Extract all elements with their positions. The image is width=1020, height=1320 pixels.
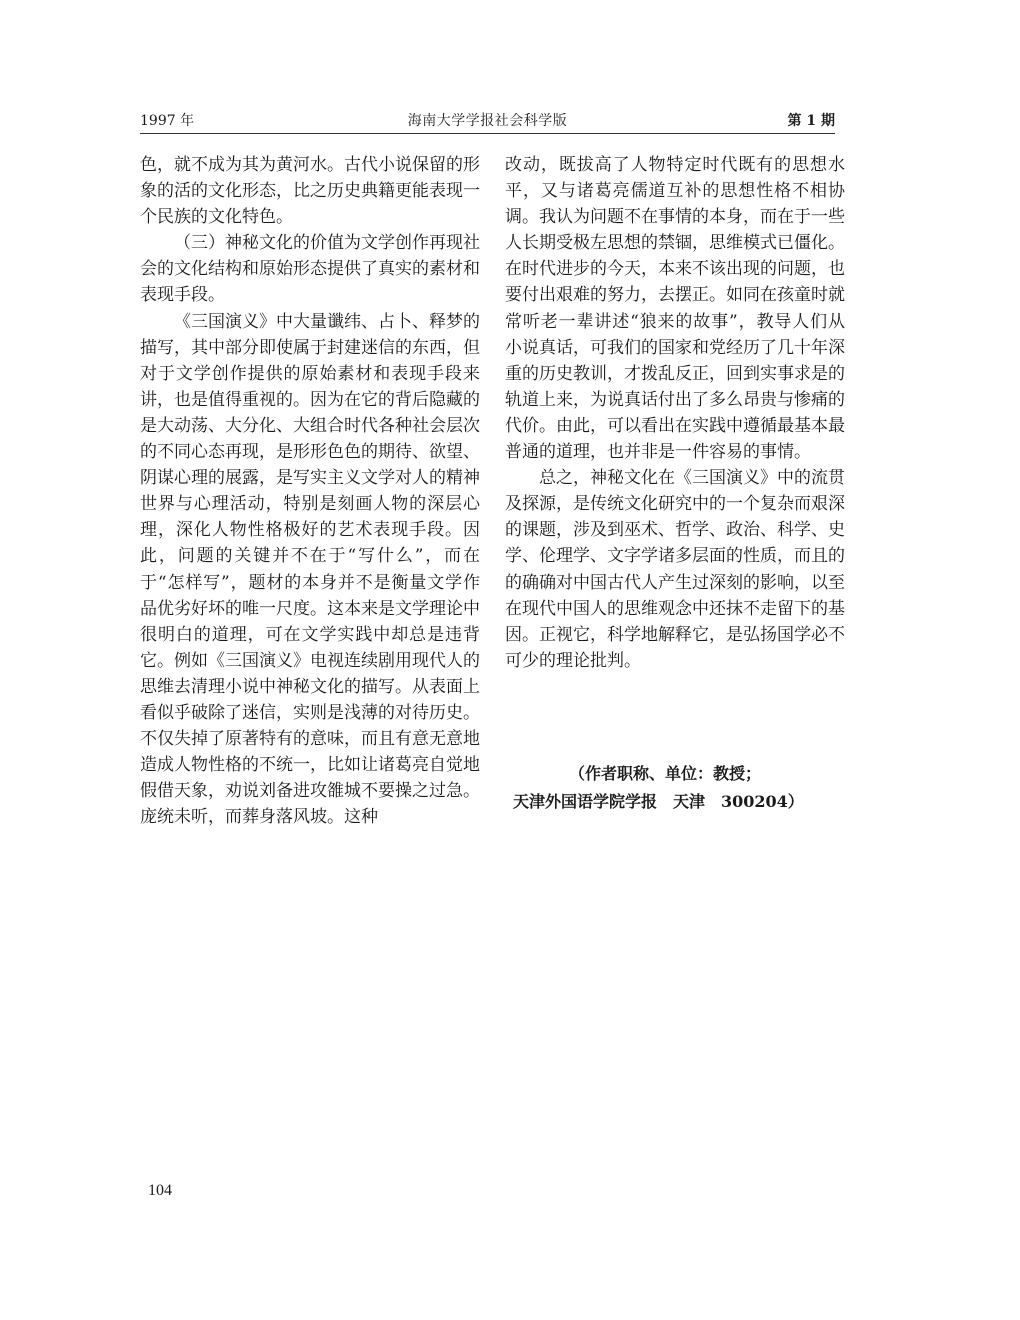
- page-number: 104: [148, 1182, 172, 1199]
- paragraph: 《三国演义》中大量谶纬、占卜、释梦的描写，其中部分即使属于封建迷信的东西，但对于文学创作提供的原始素材和表现手段来讲，也是值得重视的。因为在它的背后隐藏的是大动荡、大分化、大组合时代各种社会层次的不同心态再现，是形形色色的期待、欲望、阴谋心理的展露，是写实主义文学对人的精神世界与心理活动，特别是刻画人物的深层心理，深化人物性格极好的艺术表现手段。因此，问题的关键并不在于“写什么”，而在于“怎样写”，题材的本身并不是衡量文学作品优劣好坏的唯一尺度。这本来是文学理论中很明白的道理，可在文学实践中却总是违背它。例如《三国演义》电视连续剧用现代人的思维去清理小说中神秘文化的描写。从表面上看似乎破除了迷信，实则是浅薄的对待历史。不仅失掉了原著特有的意味，而且有意无意地造成人物性格的不统一，比如让诸葛亮自觉地假借天象，劝说刘备进攻雒城不要操之过急。庞统未听，而葬身落风坡。这种: [140, 311, 480, 828]
- header-year: 1997 年: [140, 113, 195, 129]
- author-note: [505, 760, 835, 816]
- header-journal-title: 海南大学学报社会科学版: [407, 113, 568, 129]
- author-note-line: （作者职称、单位：教授；: [569, 764, 762, 783]
- paragraph: 总之，神秘文化在《三国演义》中的流贯及探源，是传统文化研究中的一个复杂而艰深的课题，涉及到巫术、哲学、政治、科学、史学、伦理学、文字学诸多层面的性质，而且的的确确对中国古代人产生过深刻的影响，以至在现代中国人的思维观念中还抹不走留下的基因。正视它，科学地解释它，是弘扬国学必不可少的理论批判。: [505, 468, 845, 671]
- header-rule: [140, 133, 835, 134]
- left-column: [140, 152, 480, 830]
- running-header: [140, 110, 835, 132]
- header-issue: 第 1 期: [787, 113, 835, 129]
- paragraph: 色，就不成为其为黄河水。古代小说保留的形象的活的文化形态，比之历史典籍更能表现一个民族的文化特色。: [140, 155, 480, 228]
- paragraph: （三）神秘文化的价值为文学创作再现社会的文化结构和原始形态提供了真实的素材和表现手段。: [140, 233, 480, 306]
- author-note-line: 天津外国语学院学报 天津 300204）: [513, 792, 804, 811]
- paragraph: 改动，既拔高了人物特定时代既有的思想水平，又与诸葛亮儒道互补的思想性格不相协调。我认为问题不在事情的本身，而在于一些人长期受极左思想的禁锢，思维模式已僵化。在时代进步的今天，本来不该出现的问题，也要付出艰难的努力，去摆正。如同在孩童时就常听老一辈讲述“狼来的故事”，教导人们从小说真话，可我们的国家和党经历了几十年深重的历史教训，才拨乱反正，回到实事求是的轨道上来，为说真话付出了多么昂贵与惨痛的代价。由此，可以看出在实践中遵循最基本最普通的道理，也并非是一件容易的事情。: [505, 155, 845, 463]
- right-column: [505, 152, 845, 674]
